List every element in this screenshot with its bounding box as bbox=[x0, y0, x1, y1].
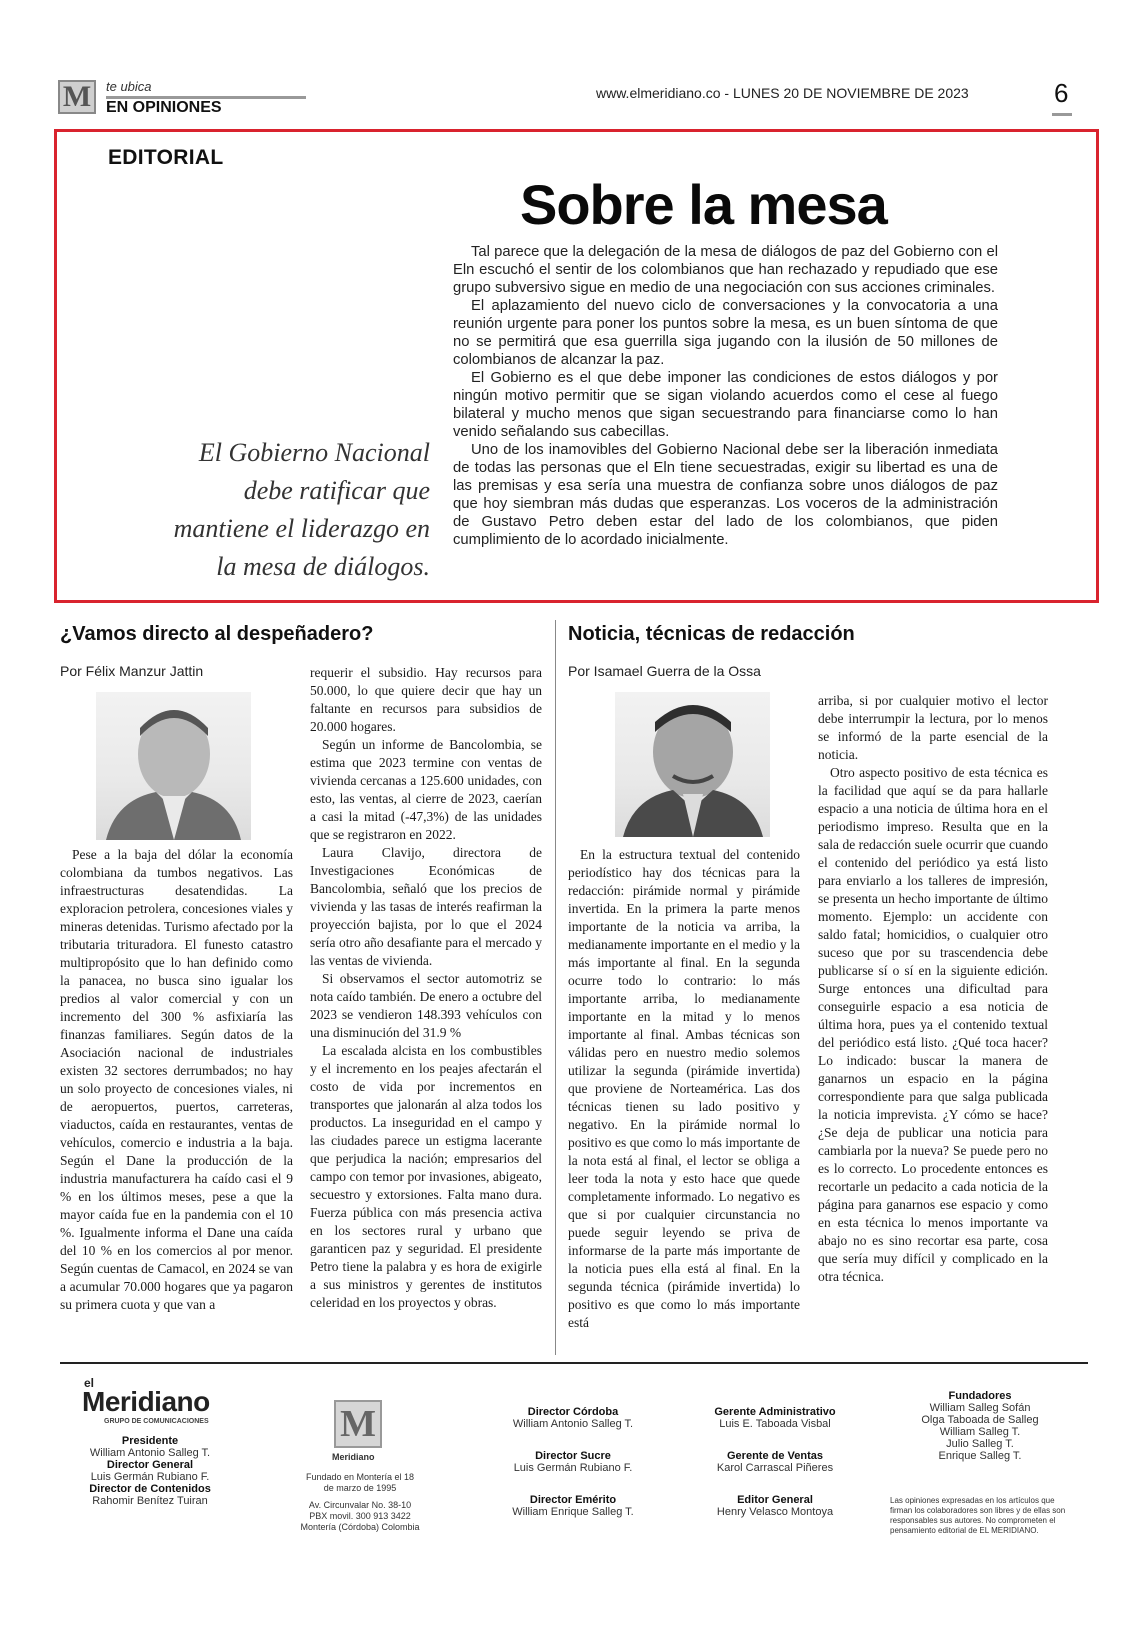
founder-name: William Salleg T. bbox=[939, 1426, 1021, 1438]
staff-role: Director de Contenidos bbox=[89, 1483, 211, 1495]
article-right-column-2 bbox=[818, 692, 1048, 1286]
founder-name: William Salleg Sofán bbox=[929, 1402, 1031, 1414]
footer-brand-article: el bbox=[84, 1376, 95, 1390]
editorial-paragraph: El aplazamiento del nuevo ciclo de conversaciones y la convocatoria a una reunión urgente para poner los puntos sobre la mesa, es un buen síntoma de que no se permitirá que esa guerrilla siga jugando con la ilusión de 50 millones de colombianos de alcanzar la paz. bbox=[453, 298, 998, 368]
author-portrait-right bbox=[615, 692, 770, 837]
article-paragraph: Laura Clavijo, directora de Investigaciones Económicas de Bancolombia, señaló que los precios de vivienda y las tasas de interés reafirman la proyección bajista, por lo que el 2024 sería otro año desafiante para el mercado y las ventas de vivienda. bbox=[310, 845, 542, 968]
staff-name: Luis Germán Rubiano F. bbox=[513, 1462, 633, 1474]
article-paragraph: requerir el subsidio. Hay recursos para 50.000, lo que quiere decir que hay un faltante en recursos para subsidios de 20.000 hogares. bbox=[310, 665, 542, 734]
staff-role: Director Emérito bbox=[529, 1494, 617, 1506]
staff-role: Gerente de Ventas bbox=[727, 1450, 823, 1462]
staff-name: William Enrique Salleg T. bbox=[512, 1506, 634, 1518]
article-left-column-1 bbox=[60, 846, 293, 1314]
page-number: 6 bbox=[1054, 78, 1069, 108]
footer-address: Av. Circunvalar No. 38-10 PBX movil. 300 913 3422 Montería (Córdoba) Colombia bbox=[300, 1500, 420, 1532]
article-right-byline: Por Isamael Guerra de la Ossa bbox=[568, 663, 761, 679]
section-label: EN OPINIONES bbox=[106, 99, 222, 116]
article-left-title: ¿Vamos directo al despeñadero? bbox=[60, 623, 374, 645]
author-portrait-left bbox=[96, 692, 251, 840]
editorial-body bbox=[453, 243, 998, 549]
footer-disclaimer: Las opiniones expresadas en los artículos que firman los colaboradores son libres y de ellas son responsables sus autores. No comprometen el pensamiento editorial de EL MERIDIANO. bbox=[890, 1496, 1066, 1535]
footer-brand-subtitle: GRUPO DE COMUNICACIONES bbox=[104, 1418, 209, 1425]
staff-name: Rahomir Benítez Tuiran bbox=[92, 1495, 208, 1507]
article-paragraph: Otro aspecto positivo de esta técnica es la facilidad que aquí se da para hallarle espacio a una noticia de última hora en el periodismo impreso. Resulta que en la sala de redacción suele ocurrir que cuando el contenido del periódico ya está listo para enviarlo a los talleres de impresión, se presenta un hecho importante de último momento. Ejemplo: un accidente con saldo fatal; homicidios, o cualquier otro suceso que por su trascendencia debe publicarse sí o sí en la siguiente edición. Surge entonces una dificultad para conseguirle espacio a esa noticia de última hora, pues ya el contenido textual del periódico está listo. ¿Qué toca hacer? Lo indicado: buscar la manera de ganarnos un espacio en la página correspondiente para que salga publicada la noticia imprevista. ¿Y cómo se hace? ¿Se deja de publicar una noticia para cambiarla por la nueva? Se puede pero no es lo correcto. Lo procedente entonces es recortarle un pedacito a cada noticia de la página para ganarnos ese espacio y como en esta técnica lo menos importante va abajo no es sino recortar esa parte, cosa que sería muy difícil y complicado en la otra técnica. bbox=[818, 765, 1048, 1284]
founder-name: Julio Salleg T. bbox=[946, 1438, 1014, 1450]
editorial-pull-quote: El Gobierno Nacional debe ratificar que mantiene el liderazgo en la mesa de diálogos. bbox=[173, 438, 430, 581]
editorial-paragraph: El Gobierno es el que debe imponer las condiciones de estos diálogos y por ningún motivo permitir que se sigan violando acuerdos como el cese al fuego bilateral y mucho menos que sigan secuestrando para financiarse como lo han venido señalando sus cabecillas. bbox=[453, 370, 998, 440]
article-paragraph: arriba, si por cualquier motivo el lector debe interrumpir la lectura, por lo menos se informó de la parte esencial de la noticia. bbox=[818, 693, 1048, 762]
staff-role: Director General bbox=[106, 1459, 194, 1471]
staff-name: William Antonio Salleg T. bbox=[89, 1447, 211, 1459]
author-photo-right bbox=[615, 692, 770, 837]
editorial-paragraph: Tal parece que la delegación de la mesa de diálogos de paz del Gobierno con el Eln escuchó el sentir de los colombianos que han rechazado y repudiado que ese grupo subversivo sigue en medio de una negociación con sus acciones criminales. bbox=[453, 244, 998, 296]
staff-name: Luis E. Taboada Visbal bbox=[719, 1418, 831, 1430]
meridiano-logo: M bbox=[58, 80, 96, 114]
staff-role: Presidente bbox=[121, 1435, 179, 1447]
tagline: te ubica bbox=[106, 79, 152, 94]
staff-role: Director Córdoba bbox=[527, 1406, 619, 1418]
footer-founded: Fundado en Montería el 18 de marzo de 1995 bbox=[305, 1472, 415, 1493]
staff-name: Henry Velasco Montoya bbox=[716, 1506, 834, 1518]
article-left-column-2 bbox=[310, 664, 542, 1312]
column-divider bbox=[555, 620, 556, 1355]
staff-name: Karol Carrascal Piñeres bbox=[716, 1462, 834, 1474]
page-number-rule bbox=[1052, 113, 1072, 116]
footer-brand-logo: Meridiano bbox=[82, 1386, 210, 1417]
editorial-title: Sobre la mesa bbox=[520, 173, 887, 236]
footer-staff-left bbox=[80, 1435, 220, 1507]
staff-name: Luis Germán Rubiano F. bbox=[90, 1471, 210, 1483]
founder-name: Olga Taboada de Salleg bbox=[921, 1414, 1039, 1426]
footer-staff-mid bbox=[488, 1406, 658, 1518]
footer-staff-right bbox=[690, 1406, 860, 1518]
footer-rule bbox=[60, 1362, 1088, 1364]
staff-name: William Antonio Salleg T. bbox=[512, 1418, 634, 1430]
article-paragraph: Según un informe de Bancolombia, se estima que 2023 termine con ventas de vivienda cercanas a 125.600 unidades, con esto, las ventas, al cierre de 2023, caerían a casi la mitad (-47,3%) de las unidades que se registraron en 2022. bbox=[310, 737, 542, 842]
article-paragraph: Pese a la baja del dólar la economía colombiana da tumbos negativos. Las infraestructuras desatendidas. La exploracion petrolera, concesiones viales y mineras detenidas. Turismo afectado por la tributaria trituradora. El funesto catastro multipropósito que lo han definido como la panacea, no busca sino igualar los predios al valor comercial y con un incremento del 300 % asfixiaría las finanzas familiares. Según datos de la Asociación nacional de industriales existen 32 sectores derrumbados; no hay un solo proyecto de concesiones viales, ni de aeropuertos, puertos, carreteras, viaductos, caída en restaurantes, ventas de vehículos, comercio e industria a la baja. Según el Dane la producción de la industria manufacturera ha caído casi el 9 % en los últimos meses, pese a que la mayor caída fue en la pandemia con el 10 %. Igualmente informa el Dane una caída del 10 % en los comercios al por menor. Según cuentas de Camacol, en 2024 se van a acumular 70.000 hogares que ya pagaron su primera cuota y que van a bbox=[60, 847, 293, 1312]
author-photo-left bbox=[96, 692, 251, 840]
article-paragraph: La escalada alcista en los combustibles y el incremento en los peajes afectarán el costo de vida por incrementos en transportes que jalonarán al alza todos los productos. La inseguridad en el campo y las ciudades parece un estigma lacerante que perjudica la nación; empresarios del campo con temor por invasiones, abigeato, secuestro y extorsiones. Falta mano dura. Fuerza pública con más presencia activa en los sectores rural y urbano que garanticen paz y seguridad. El presidente Petro tiene la palabra y es hora de exigirle a sus ministros y gerentes de institutos celeridad en los proyectos y obras. bbox=[310, 1043, 542, 1310]
article-left-byline: Por Félix Manzur Jattin bbox=[60, 663, 204, 679]
dateline: www.elmeridiano.co - LUNES 20 DE NOVIEMBRE DE 2023 bbox=[596, 85, 969, 101]
article-right-title: Noticia, técnicas de redacción bbox=[568, 623, 855, 645]
editorial-label: EDITORIAL bbox=[108, 146, 224, 169]
article-paragraph: En la estructura textual del contenido periodístico hay dos técnicas para la redacción: pirámide normal y pirámide invertida. En la primera la parte menos importante de la noticia va arriba, la medianamente importante en el medio y la más importante al final. En la segunda ocurre todo lo contrario: lo más importante arriba, lo medianamente importante en la mitad y lo menos importante al final. Ambas técnicas son válidas pero en nuestro medio solemos utilizar la segunda (pirámide invertida) que proviene de Norteamérica. Las dos técnicas tienen su lado positivo y negativo. En la pirámide normal lo positivo es que como lo más importante de la nota está al final, el lector se obliga a leer toda la nota y esto hace que quede completamente informado. Lo negativo es que si por cualquier circunstancia no puede seguir leyendo se priva de informarse de la parte más importante de la noticia pues ella está al final. En la segunda técnica (pirámide invertida) lo positivo es que como lo más importante está bbox=[568, 847, 800, 1330]
article-paragraph: Si observamos el sector automotriz se nota caído también. De enero a octubre del 2023 se vendieron 148.393 vehículos con una disminución del 31.9 % bbox=[310, 971, 542, 1040]
editorial-paragraph: Uno de los inamovibles del Gobierno Nacional debe ser la liberación inmediata de todas las personas que el Eln tiene secuestradas, exigir su libertad es una de las premisas y esa sería una muestra de confianza sobre unos diálogos de paz que hoy siembran más dudas que esperanzas. Los voceros de la administración de Gustavo Petro deben estar del lado de los colombianos, que piden cumplimiento de lo acordado inicialmente. bbox=[453, 442, 998, 548]
staff-role: Editor General bbox=[737, 1494, 813, 1506]
founders-label: Fundadores bbox=[948, 1390, 1012, 1402]
footer-emblem: M bbox=[334, 1400, 382, 1448]
founder-name: Enrique Salleg T. bbox=[938, 1450, 1022, 1462]
staff-role: Gerente Administrativo bbox=[714, 1406, 836, 1418]
staff-role: Director Sucre bbox=[535, 1450, 611, 1462]
footer-emblem-label: Meridiano bbox=[332, 1452, 375, 1462]
article-right-column-1 bbox=[568, 846, 800, 1332]
footer-founders bbox=[900, 1390, 1060, 1462]
